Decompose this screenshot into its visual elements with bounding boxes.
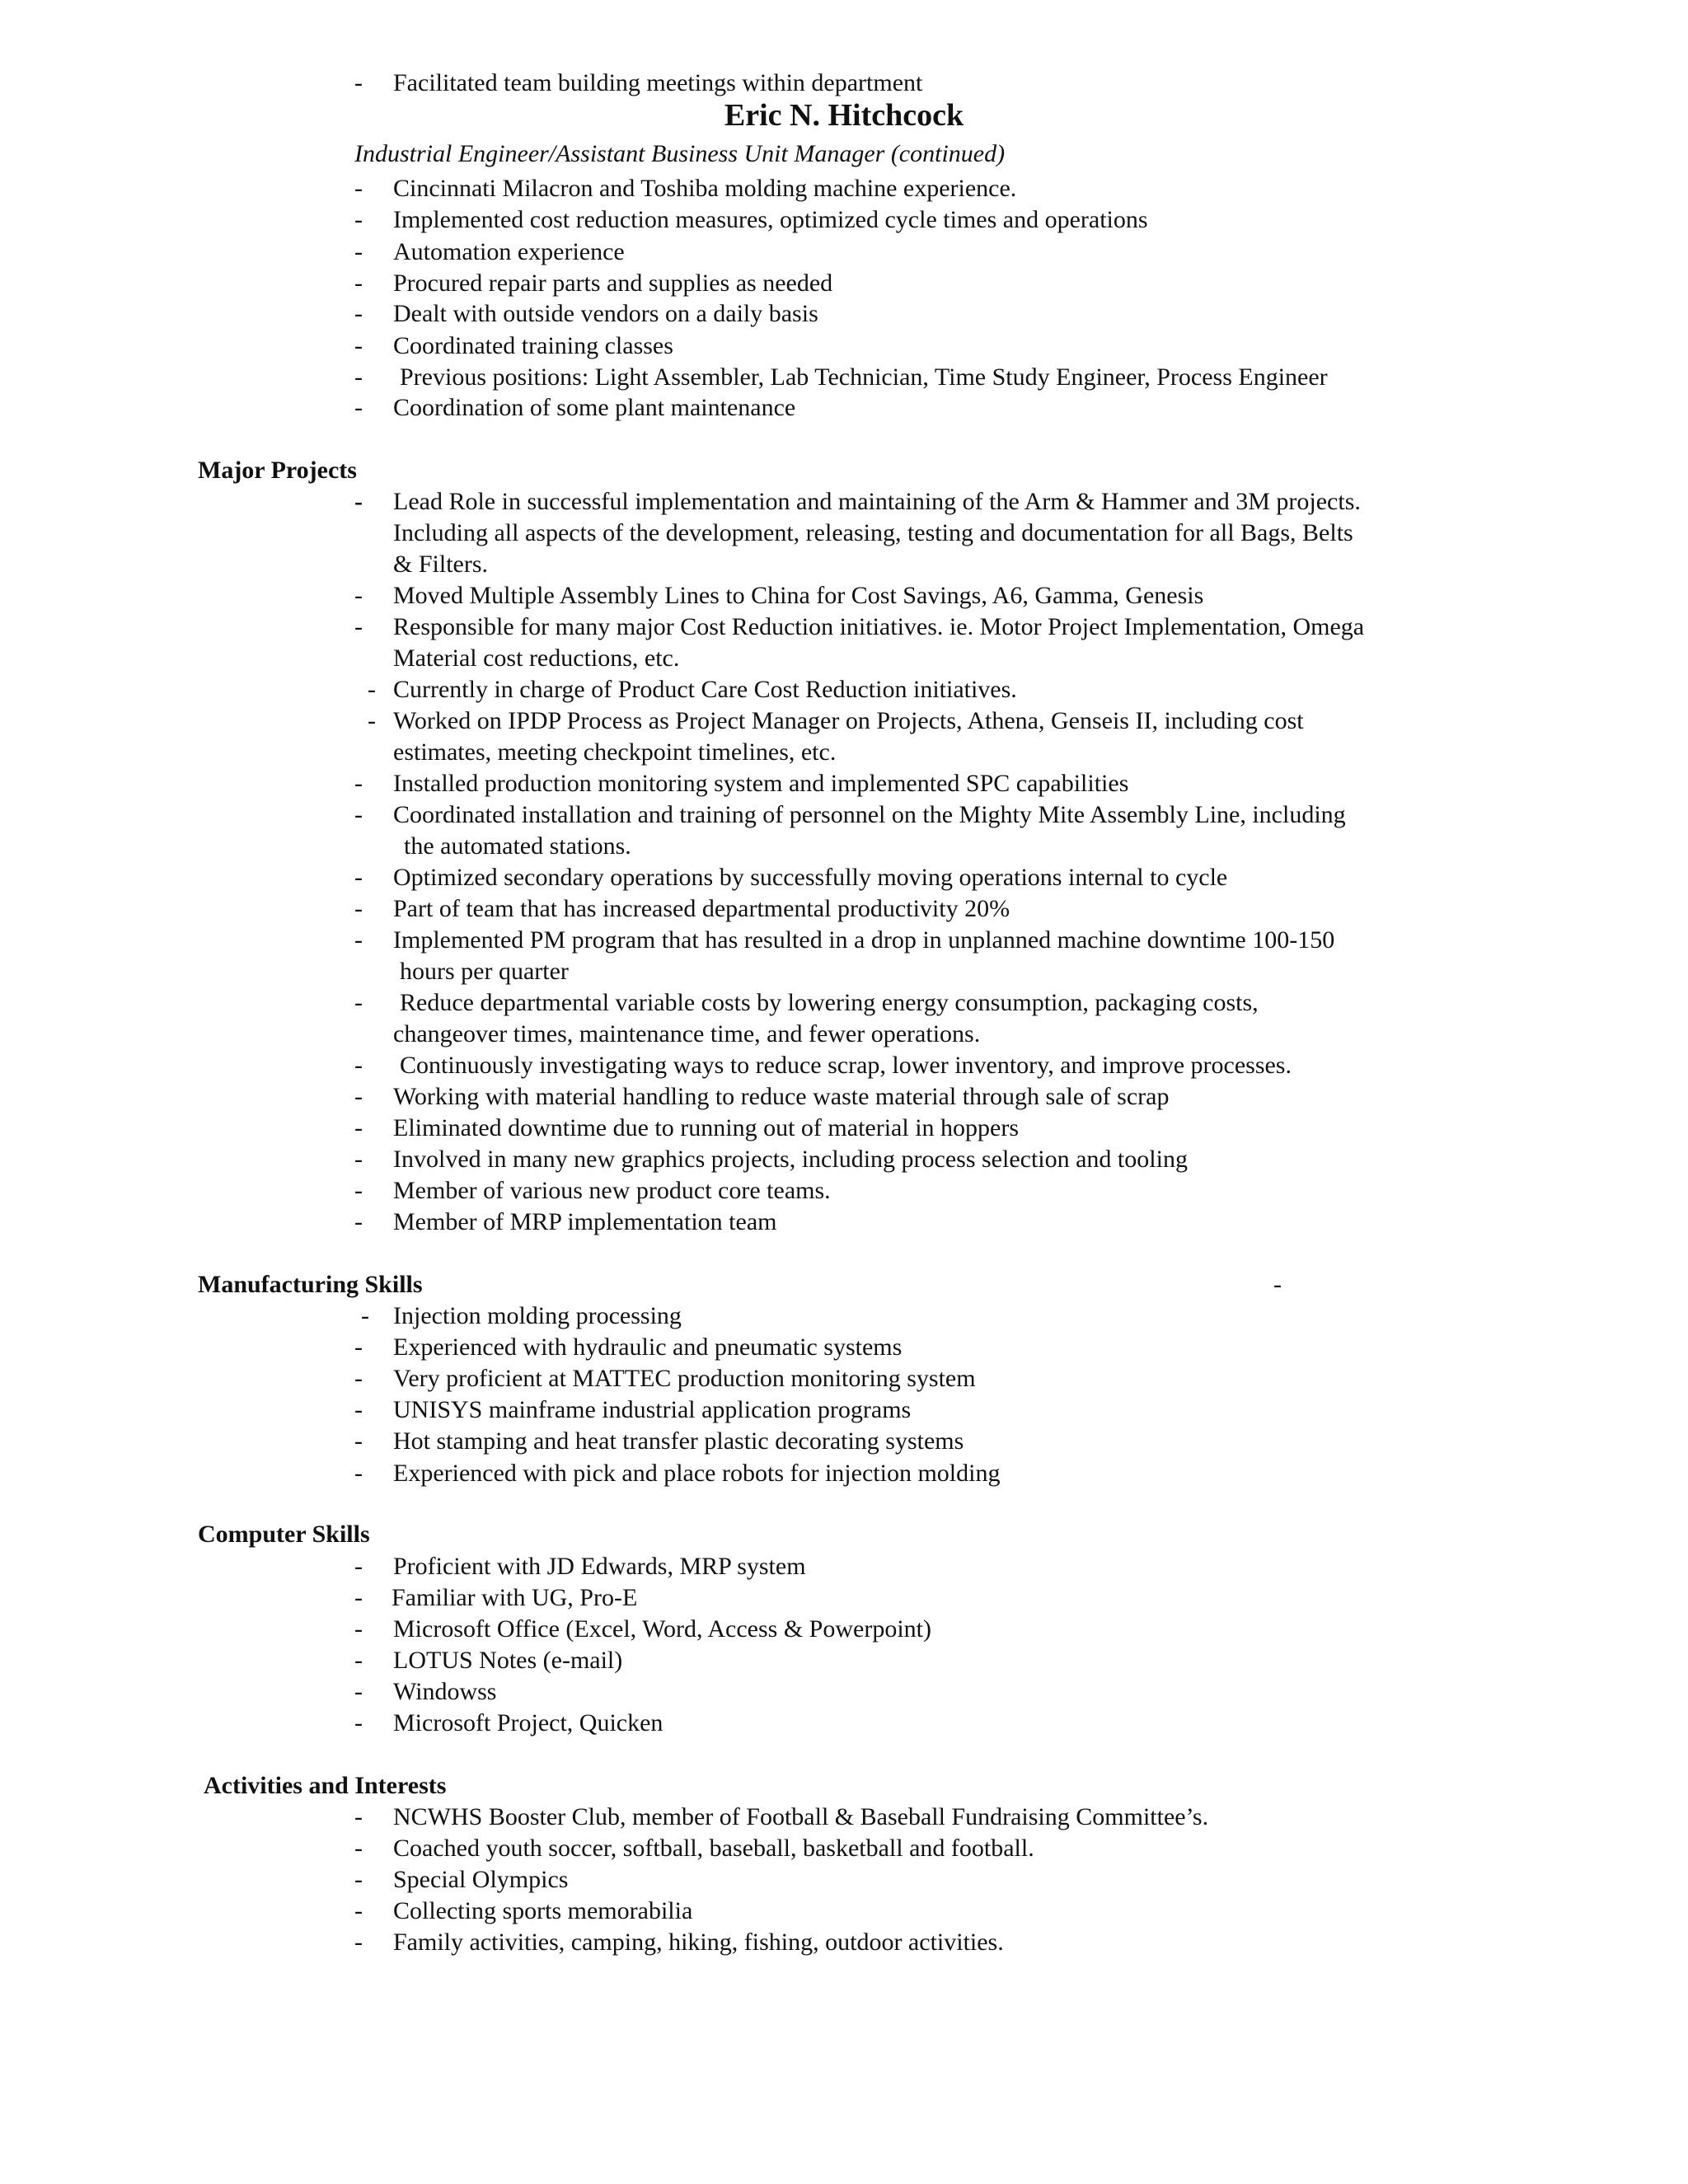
list-item: LOTUS Notes (e-mail) <box>393 1647 623 1674</box>
list-item: Automation experience <box>393 238 625 265</box>
list-item: Lead Role in successful implementation and maintaining of the Arm & Hammer and 3M projects. <box>393 488 1361 515</box>
bullet-dash: - <box>354 1615 363 1643</box>
bullet-dash: - <box>354 1365 363 1392</box>
bullet-dash: - <box>354 895 363 922</box>
section-heading-major-projects: Major Projects <box>198 457 357 484</box>
bullet-dash: - <box>354 1146 363 1173</box>
list-item: Previous positions: Light Assembler, Lab Technician, Time Study Engineer, Process Engineer <box>400 363 1328 391</box>
bullet-dash: - <box>354 1460 363 1487</box>
list-item-continuation: hours per quarter <box>400 958 569 985</box>
list-item: Family activities, camping, hiking, fishing, outdoor activities. <box>393 1929 1004 1956</box>
list-item: Hot stamping and heat transfer plastic decorating systems <box>393 1427 964 1455</box>
bullet-dash: - <box>354 238 363 265</box>
bullet-dash: - <box>354 1208 363 1235</box>
list-item-continuation: estimates, meeting checkpoint timelines, etc. <box>393 738 837 766</box>
bullet-dash: - <box>354 394 363 421</box>
bullet-dash: - <box>354 1427 363 1455</box>
list-item: UNISYS mainframe industrial application programs <box>393 1396 912 1423</box>
bullet-dash: - <box>354 582 363 609</box>
bullet-dash: - <box>354 1083 363 1110</box>
list-item: Installed production monitoring system and implemented SPC capabilities <box>393 770 1129 797</box>
list-item: Microsoft Project, Quicken <box>393 1709 663 1736</box>
list-item: Cincinnati Milacron and Toshiba molding machine experience. <box>393 175 1017 202</box>
list-item: Coordinated installation and training of personnel on the Mighty Mite Assembly Line, including <box>393 801 1346 828</box>
list-item: Special Olympics <box>393 1866 569 1893</box>
bullet-dash: - <box>354 864 363 891</box>
bullet-dash: - <box>354 206 363 233</box>
bullet-dash: - <box>354 1803 363 1830</box>
bullet-dash: - <box>354 269 363 297</box>
list-item: Continuously investigating ways to reduce scrap, lower inventory, and improve processes. <box>400 1052 1292 1079</box>
bullet-dash: - <box>354 1584 363 1611</box>
bullet-dash: - <box>354 1114 363 1141</box>
bullet-dash: - <box>354 989 363 1016</box>
bullet-dash: - <box>354 363 363 391</box>
list-item: Coached youth soccer, softball, baseball, basketball and football. <box>393 1835 1034 1862</box>
list-item: Very proficient at MATTEC production monitoring system <box>393 1365 976 1392</box>
candidate-name: Eric N. Hitchcock <box>724 98 964 133</box>
list-item: Microsoft Office (Excel, Word, Access & Powerpoint) <box>393 1615 931 1643</box>
section-heading-activities: Activities and Interests <box>204 1772 447 1799</box>
list-item: Windowss <box>393 1678 497 1705</box>
bullet-dash: - <box>368 676 376 703</box>
bullet-dash: - <box>354 488 363 515</box>
list-item: Reduce departmental variable costs by lowering energy consumption, packaging costs, <box>400 989 1259 1016</box>
list-item: Experienced with pick and place robots for injection molding <box>393 1460 1001 1487</box>
role-title: Industrial Engineer/Assistant Business Unit Manager (continued) <box>354 140 1006 167</box>
list-item: Member of MRP implementation team <box>393 1208 777 1235</box>
list-item: Worked on IPDP Process as Project Manager on Projects, Athena, Genseis II, including cost <box>393 707 1304 734</box>
list-item: Optimized secondary operations by successfully moving operations internal to cycle <box>393 864 1228 891</box>
bullet-dash: - <box>354 770 363 797</box>
list-item: Member of various new product core teams. <box>393 1177 831 1204</box>
list-item: Procured repair parts and supplies as needed <box>393 269 833 297</box>
bullet-dash: - <box>354 1396 363 1423</box>
bullet-dash: - <box>354 1052 363 1079</box>
list-item-continuation: changeover times, maintenance time, and fewer operations. <box>393 1020 981 1047</box>
bullet-dash: - <box>354 69 363 96</box>
list-item: Working with material handling to reduce waste material through sale of scrap <box>393 1083 1170 1110</box>
list-item-continuation: & Filters. <box>393 551 489 578</box>
list-item: Involved in many new graphics projects, including process selection and tooling <box>393 1146 1188 1173</box>
list-item: Collecting sports memorabilia <box>393 1897 693 1924</box>
list-item: Dealt with outside vendors on a daily basis <box>393 300 818 327</box>
bullet-dash: - <box>354 1897 363 1924</box>
list-item: Responsible for many major Cost Reduction initiatives. ie. Motor Project Implementation, Omega <box>393 613 1365 640</box>
list-item: Implemented cost reduction measures, optimized cycle times and operations <box>393 206 1148 233</box>
list-item: Proficient with JD Edwards, MRP system <box>393 1553 806 1580</box>
bullet-dash: - <box>354 332 363 359</box>
top-bullet-text: Facilitated team building meetings within department <box>393 69 923 96</box>
bullet-dash: - <box>354 801 363 828</box>
section-heading-computer-skills: Computer Skills <box>198 1521 370 1548</box>
bullet-dash: - <box>354 300 363 327</box>
bullet-dash: - <box>354 1553 363 1580</box>
list-item: Experienced with hydraulic and pneumatic systems <box>393 1333 903 1361</box>
bullet-dash: - <box>354 1333 363 1361</box>
list-item: Coordinated training classes <box>393 332 673 359</box>
list-item-continuation: Material cost reductions, etc. <box>393 644 680 672</box>
bullet-dash: - <box>354 1177 363 1204</box>
bullet-dash: - <box>361 1302 369 1329</box>
bullet-dash: - <box>354 1929 363 1956</box>
list-item: Implemented PM program that has resulted in a drop in unplanned machine downtime 100-150 <box>393 926 1335 954</box>
list-item: Part of team that has increased departmental productivity 20% <box>393 895 1010 922</box>
list-item: NCWHS Booster Club, member of Football & Baseball Fundraising Committee’s. <box>393 1803 1209 1830</box>
list-item-continuation: the automated stations. <box>404 832 631 860</box>
bullet-dash: - <box>354 926 363 954</box>
list-item: Moved Multiple Assembly Lines to China for Cost Savings, A6, Gamma, Genesis <box>393 582 1204 609</box>
list-item: Coordination of some plant maintenance <box>393 394 796 421</box>
bullet-dash: - <box>354 175 363 202</box>
list-item: Injection molding processing <box>393 1302 682 1329</box>
list-item: Eliminated downtime due to running out of material in hoppers <box>393 1114 1020 1141</box>
list-item: Familiar with UG, Pro-E <box>392 1584 638 1611</box>
bullet-dash: - <box>368 707 376 734</box>
bullet-dash: - <box>354 1709 363 1736</box>
list-item: Currently in charge of Product Care Cost Reduction initiatives. <box>393 676 1017 703</box>
section-heading-manufacturing-skills: Manufacturing Skills <box>198 1271 423 1298</box>
list-item-continuation: Including all aspects of the development, releasing, testing and documentation for all Bags, Belts <box>393 519 1353 546</box>
bullet-dash: - <box>354 613 363 640</box>
stray-dash: - <box>1273 1271 1282 1298</box>
bullet-dash: - <box>354 1866 363 1893</box>
bullet-dash: - <box>354 1678 363 1705</box>
bullet-dash: - <box>354 1835 363 1862</box>
bullet-dash: - <box>354 1647 363 1674</box>
